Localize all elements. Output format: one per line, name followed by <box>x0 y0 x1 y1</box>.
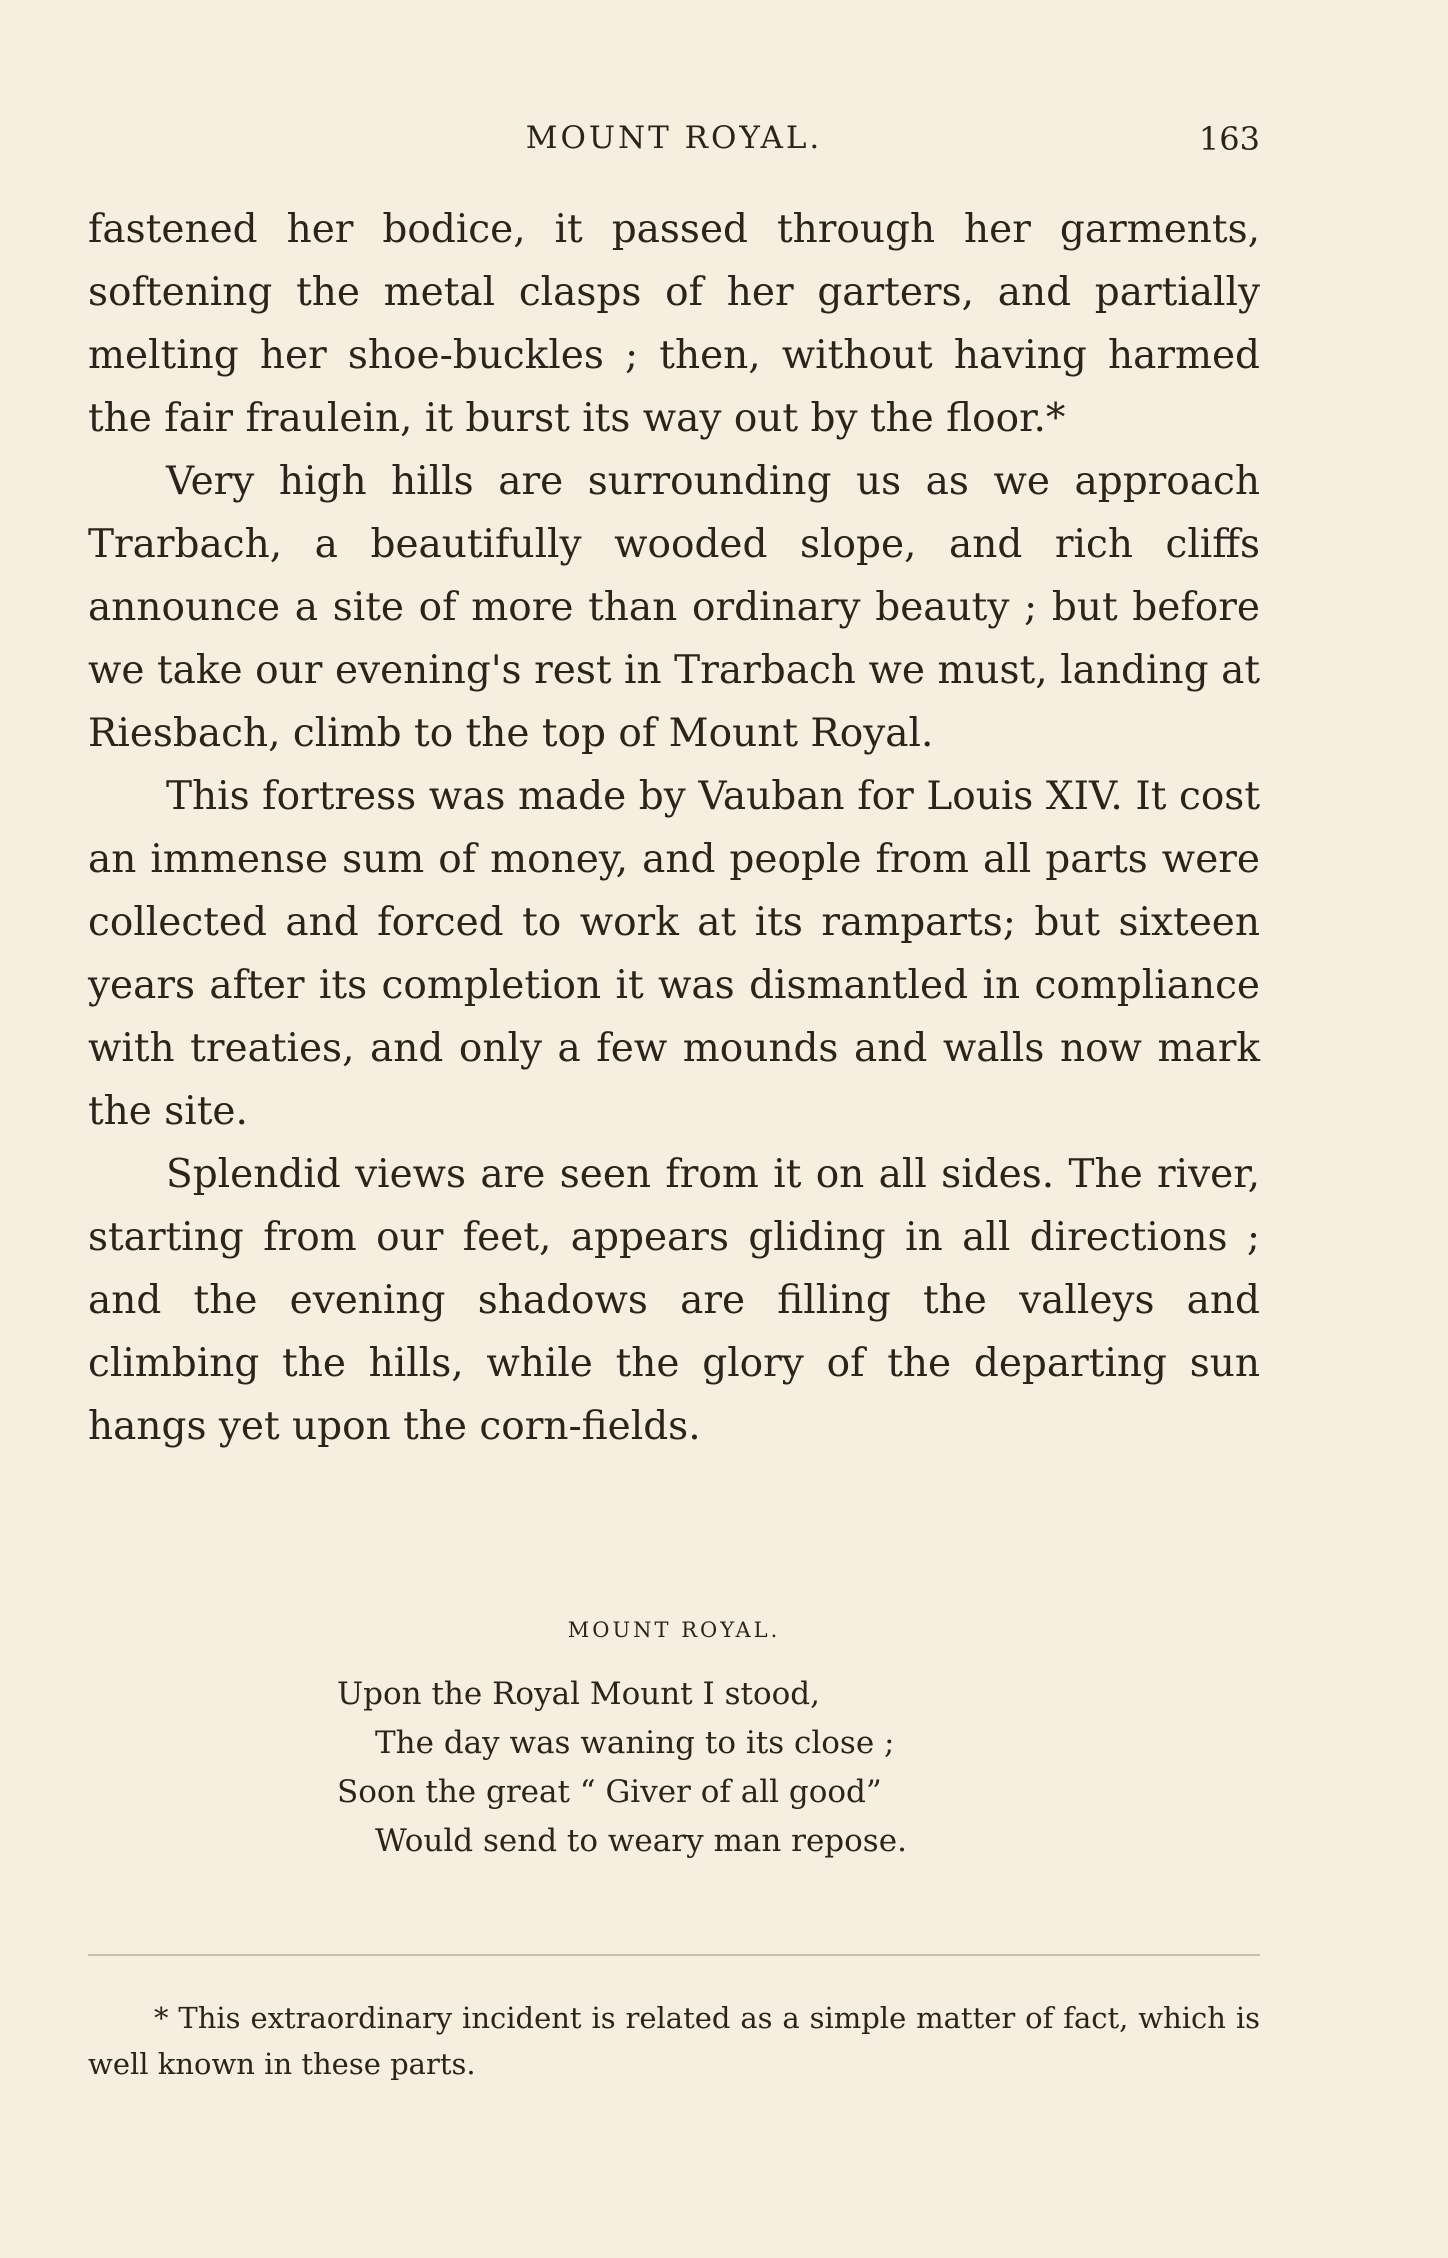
poem-line-4: Would send to weary man repose. <box>375 1823 907 1859</box>
page-header <box>88 112 1260 162</box>
poem-line-1: Upon the Royal Mount I stood, <box>337 1676 820 1712</box>
poem-block <box>88 1618 1260 1859</box>
paragraph-4: Splendid views are seen from it on all sides. The river, starting from our feet, appears gliding in all directions ; and the evening shadows are filling the valleys and climbing the hills, while the glory of the departing sun hangs yet upon the corn-fields. <box>88 1152 1260 1449</box>
poem-title: MOUNT ROYAL. <box>567 1618 781 1642</box>
poem-line-3: Soon the great “ Giver of all good” <box>337 1774 882 1810</box>
page-number: 163 <box>1198 120 1260 158</box>
body-text <box>88 198 1260 1458</box>
paragraph-1: fastened her bodice, it passed through her garments, softening the metal clasps of her garters, and partially melting her shoe-buckles ; then, without having harmed the fair fraulein, it burst its way out by the floor.* <box>88 207 1260 441</box>
poem-lines <box>337 1670 1037 1866</box>
poem-line-2: The day was waning to its close ; <box>375 1725 895 1761</box>
footnote: * This extraordinary incident is related as a simple matter of fact, which is well known in these parts. <box>88 2001 1260 2081</box>
running-title: MOUNT ROYAL. <box>525 120 823 156</box>
paragraph-2: Very high hills are surrounding us as we approach Trarbach, a beautifully wooded slope, and rich cliffs announce a site of more than ordinary beauty ; but before we take our evening's rest in Trarbach we must, landing at Riesbach, climb to the top of Mount Royal. <box>88 459 1260 756</box>
paragraph-3: This fortress was made by Vauban for Louis XIV. It cost an immense sum of money, and people from all parts were collected and forced to work at its ramparts; but sixteen years after its completion it was dismantled in compliance with treaties, and only a few mounds and walls now mark the site. <box>88 774 1260 1134</box>
footnote-rule <box>88 1954 1260 1956</box>
